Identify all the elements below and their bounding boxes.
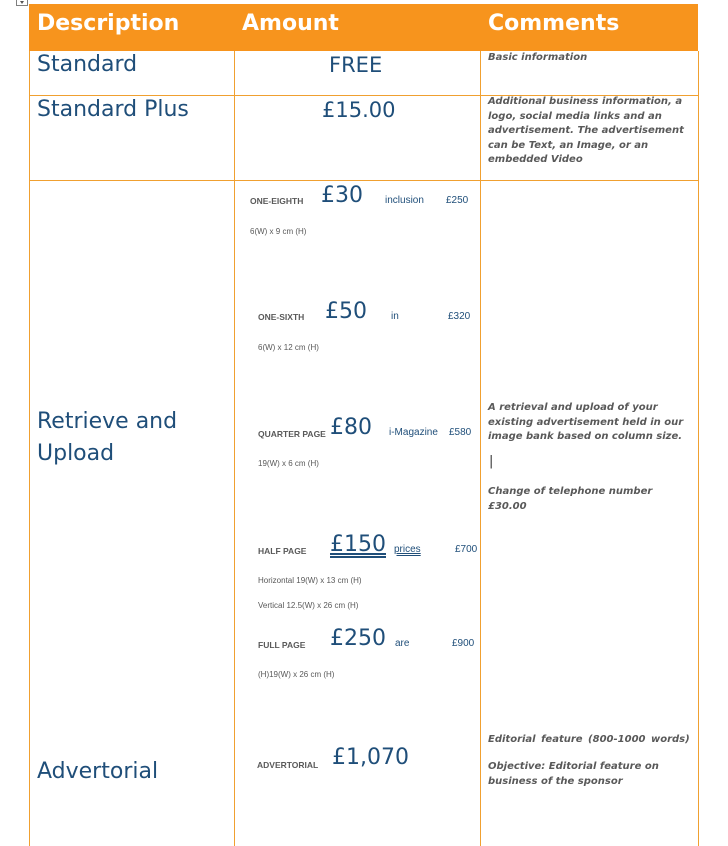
advertorial-price: £1,070 <box>332 745 409 770</box>
table-border-col3 <box>480 51 481 846</box>
size-note-half-page[interactable]: prices <box>394 544 421 555</box>
row-standard-amount: FREE <box>329 53 383 77</box>
text-cursor: | <box>489 454 494 469</box>
advertorial-comment-feature: Editorial feature (800-1000 words) <box>488 734 690 745</box>
header-description: Description <box>37 11 180 36</box>
size-label-half-page: HALF PAGE <box>258 546 307 556</box>
row-standard-plus-comment: Additional business information, a logo, social media links and an advertisement. The advertisement can be Text, an Image, or an embedded Video <box>488 96 684 165</box>
row-divider-2 <box>29 180 699 181</box>
size-dims-half-page: Horizontal 19(W) x 13 cm (H) <box>258 576 362 585</box>
size-note-full-page: are <box>395 638 410 649</box>
row-retrieve-comment: A retrieval and upload of your existing advertisement held in our image bank based on column size. <box>488 402 684 442</box>
header-comments: Comments <box>488 11 620 36</box>
header-amount: Amount <box>242 11 339 36</box>
size-dims2-half-page: Vertical 12.5(W) x 26 cm (H) <box>258 601 359 610</box>
row-standard-plus-description: Standard Plus <box>37 97 189 122</box>
size-alt-price-one-sixth: £320 <box>448 311 471 322</box>
row-standard-comment: Basic information <box>488 52 588 63</box>
row-retrieve-description <box>37 406 177 470</box>
size-dims-quarter-page: 19(W) x 6 cm (H) <box>258 459 319 468</box>
size-note-quarter-page: i-Magazine <box>389 427 438 438</box>
size-price-full-page: £250 <box>330 626 386 651</box>
table-move-handle[interactable] <box>16 0 28 6</box>
size-alt-price-one-eighth: £250 <box>446 195 469 206</box>
size-note-one-sixth: in <box>391 311 399 322</box>
table-border-right <box>698 51 699 846</box>
size-dims-one-eighth: 6(W) x 9 cm (H) <box>250 227 307 236</box>
size-note-one-eighth: inclusion <box>385 195 424 206</box>
row-standard-description: Standard <box>37 52 138 77</box>
row-retrieve-description-line1: Retrieve and <box>37 409 178 434</box>
size-dims-full-page: (H)19(W) x 26 cm (H) <box>258 670 335 679</box>
size-price-one-sixth: £50 <box>325 299 367 324</box>
row-retrieve-description-line2: Upload <box>37 441 115 466</box>
size-label-one-sixth: ONE-SIXTH <box>258 312 305 322</box>
size-price-one-eighth: £30 <box>321 183 363 208</box>
size-alt-price-half-page: £700 <box>455 544 478 555</box>
advertorial-comment-objective: Objective: Editorial feature on business of the sponsor <box>488 761 659 787</box>
advertorial-label: ADVERTORIAL <box>257 760 319 770</box>
size-dims-one-sixth: 6(W) x 12 cm (H) <box>258 343 319 352</box>
size-price-half-page[interactable]: £150 <box>330 532 386 557</box>
row-advertorial-description: Advertorial <box>37 759 159 784</box>
size-label-full-page: FULL PAGE <box>258 640 306 650</box>
row-retrieve-comment-phone: Change of telephone number £30.00 <box>488 486 653 512</box>
table-header-row <box>29 4 698 51</box>
size-label-one-eighth: ONE-EIGHTH <box>250 196 304 206</box>
table-border-col2 <box>234 51 235 846</box>
size-label-quarter-page: QUARTER PAGE <box>258 429 326 439</box>
size-price-quarter-page: £80 <box>330 415 372 440</box>
size-alt-price-quarter-page: £580 <box>449 427 472 438</box>
table-border-left <box>29 51 30 846</box>
size-alt-price-full-page: £900 <box>452 638 475 649</box>
row-standard-plus-amount: £15.00 <box>322 98 396 122</box>
